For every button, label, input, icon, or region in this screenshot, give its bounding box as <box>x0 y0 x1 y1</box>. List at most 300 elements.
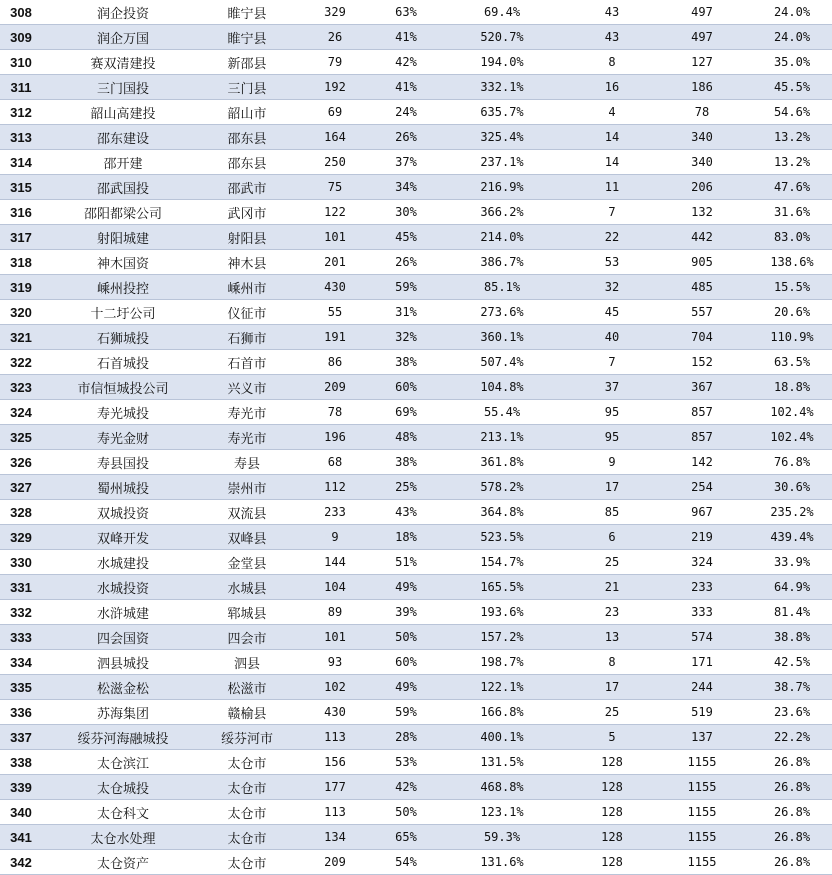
table-row <box>0 400 832 425</box>
pct3-cell: 76.8% <box>752 450 832 475</box>
table-row <box>0 375 832 400</box>
value1-cell: 196 <box>290 425 380 450</box>
company-name-cell: 苏海集团 <box>42 700 204 725</box>
company-name-cell: 润企投资 <box>42 0 204 25</box>
value1-cell: 201 <box>290 250 380 275</box>
value3-cell: 857 <box>652 400 752 425</box>
pct2-cell: 237.1% <box>432 150 572 175</box>
value2-cell: 37 <box>572 375 652 400</box>
rank-cell: 310 <box>0 50 42 75</box>
pct1-cell: 65% <box>380 825 432 850</box>
value3-cell: 142 <box>652 450 752 475</box>
pct2-cell: 104.8% <box>432 375 572 400</box>
table-row <box>0 625 832 650</box>
company-name-cell: 十二圩公司 <box>42 300 204 325</box>
table-row <box>0 425 832 450</box>
value3-cell: 324 <box>652 550 752 575</box>
pct1-cell: 38% <box>380 350 432 375</box>
value1-cell: 329 <box>290 0 380 25</box>
region-cell: 仪征市 <box>204 300 290 325</box>
pct3-cell: 35.0% <box>752 50 832 75</box>
pct3-cell: 38.8% <box>752 625 832 650</box>
table-row <box>0 600 832 625</box>
value2-cell: 14 <box>572 150 652 175</box>
rank-cell: 335 <box>0 675 42 700</box>
pct1-cell: 59% <box>380 700 432 725</box>
pct3-cell: 83.0% <box>752 225 832 250</box>
value1-cell: 430 <box>290 275 380 300</box>
company-name-cell: 射阳城建 <box>42 225 204 250</box>
pct1-cell: 63% <box>380 0 432 25</box>
value1-cell: 156 <box>290 750 380 775</box>
region-cell: 太仓市 <box>204 825 290 850</box>
rank-cell: 330 <box>0 550 42 575</box>
company-name-cell: 寿光城投 <box>42 400 204 425</box>
pct3-cell: 110.9% <box>752 325 832 350</box>
pct3-cell: 439.4% <box>752 525 832 550</box>
company-name-cell: 润企万国 <box>42 25 204 50</box>
pct3-cell: 30.6% <box>752 475 832 500</box>
value3-cell: 1155 <box>652 750 752 775</box>
pct3-cell: 13.2% <box>752 125 832 150</box>
pct1-cell: 37% <box>380 150 432 175</box>
pct3-cell: 13.2% <box>752 150 832 175</box>
company-name-cell: 水城建投 <box>42 550 204 575</box>
rank-cell: 331 <box>0 575 42 600</box>
value3-cell: 132 <box>652 200 752 225</box>
pct3-cell: 47.6% <box>752 175 832 200</box>
value3-cell: 244 <box>652 675 752 700</box>
table-row <box>0 25 832 50</box>
pct1-cell: 59% <box>380 275 432 300</box>
company-name-cell: 蜀州城投 <box>42 475 204 500</box>
value1-cell: 89 <box>290 600 380 625</box>
value1-cell: 430 <box>290 700 380 725</box>
value3-cell: 1155 <box>652 800 752 825</box>
value1-cell: 164 <box>290 125 380 150</box>
region-cell: 嵊州市 <box>204 275 290 300</box>
rank-cell: 339 <box>0 775 42 800</box>
table-row <box>0 275 832 300</box>
pct2-cell: 122.1% <box>432 675 572 700</box>
pct1-cell: 34% <box>380 175 432 200</box>
company-name-cell: 太仓水处理 <box>42 825 204 850</box>
pct2-cell: 166.8% <box>432 700 572 725</box>
rank-cell: 314 <box>0 150 42 175</box>
table-row <box>0 250 832 275</box>
value3-cell: 497 <box>652 25 752 50</box>
pct1-cell: 42% <box>380 50 432 75</box>
rank-cell: 338 <box>0 750 42 775</box>
value1-cell: 209 <box>290 850 380 875</box>
value1-cell: 209 <box>290 375 380 400</box>
value2-cell: 43 <box>572 0 652 25</box>
table-row <box>0 775 832 800</box>
company-name-cell: 邵东建设 <box>42 125 204 150</box>
value3-cell: 333 <box>652 600 752 625</box>
pct2-cell: 154.7% <box>432 550 572 575</box>
value2-cell: 128 <box>572 775 652 800</box>
value3-cell: 233 <box>652 575 752 600</box>
pct1-cell: 38% <box>380 450 432 475</box>
pct2-cell: 386.7% <box>432 250 572 275</box>
value2-cell: 128 <box>572 850 652 875</box>
value1-cell: 191 <box>290 325 380 350</box>
pct1-cell: 18% <box>380 525 432 550</box>
table-row <box>0 125 832 150</box>
rank-cell: 336 <box>0 700 42 725</box>
rank-cell: 340 <box>0 800 42 825</box>
company-name-cell: 市信恒城投公司 <box>42 375 204 400</box>
value1-cell: 93 <box>290 650 380 675</box>
pct1-cell: 53% <box>380 750 432 775</box>
table-row <box>0 475 832 500</box>
pct2-cell: 400.1% <box>432 725 572 750</box>
value1-cell: 144 <box>290 550 380 575</box>
table-row <box>0 575 832 600</box>
pct2-cell: 578.2% <box>432 475 572 500</box>
value2-cell: 16 <box>572 75 652 100</box>
pct1-cell: 49% <box>380 575 432 600</box>
pct3-cell: 26.8% <box>752 775 832 800</box>
value1-cell: 101 <box>290 625 380 650</box>
rank-cell: 309 <box>0 25 42 50</box>
value2-cell: 21 <box>572 575 652 600</box>
value2-cell: 32 <box>572 275 652 300</box>
value3-cell: 219 <box>652 525 752 550</box>
company-name-cell: 嵊州投控 <box>42 275 204 300</box>
value2-cell: 22 <box>572 225 652 250</box>
pct2-cell: 366.2% <box>432 200 572 225</box>
rank-cell: 324 <box>0 400 42 425</box>
rank-cell: 332 <box>0 600 42 625</box>
value2-cell: 85 <box>572 500 652 525</box>
region-cell: 邵东县 <box>204 125 290 150</box>
region-cell: 睢宁县 <box>204 0 290 25</box>
pct3-cell: 24.0% <box>752 0 832 25</box>
value1-cell: 104 <box>290 575 380 600</box>
pct2-cell: 635.7% <box>432 100 572 125</box>
company-name-cell: 双城投资 <box>42 500 204 525</box>
rank-cell: 323 <box>0 375 42 400</box>
pct2-cell: 69.4% <box>432 0 572 25</box>
rank-cell: 320 <box>0 300 42 325</box>
value2-cell: 45 <box>572 300 652 325</box>
value2-cell: 17 <box>572 475 652 500</box>
pct1-cell: 51% <box>380 550 432 575</box>
region-cell: 邵武市 <box>204 175 290 200</box>
value3-cell: 442 <box>652 225 752 250</box>
table-row <box>0 825 832 850</box>
pct2-cell: 157.2% <box>432 625 572 650</box>
table-row <box>0 750 832 775</box>
rank-cell: 342 <box>0 850 42 875</box>
company-name-cell: 水浒城建 <box>42 600 204 625</box>
value2-cell: 128 <box>572 825 652 850</box>
table-row <box>0 650 832 675</box>
value1-cell: 233 <box>290 500 380 525</box>
region-cell: 射阳县 <box>204 225 290 250</box>
company-name-cell: 太仓滨江 <box>42 750 204 775</box>
pct3-cell: 20.6% <box>752 300 832 325</box>
region-cell: 水城县 <box>204 575 290 600</box>
company-name-cell: 太仓资产 <box>42 850 204 875</box>
pct2-cell: 360.1% <box>432 325 572 350</box>
pct1-cell: 28% <box>380 725 432 750</box>
pct3-cell: 63.5% <box>752 350 832 375</box>
value3-cell: 1155 <box>652 825 752 850</box>
table-row <box>0 350 832 375</box>
pct3-cell: 54.6% <box>752 100 832 125</box>
pct3-cell: 38.7% <box>752 675 832 700</box>
value1-cell: 75 <box>290 175 380 200</box>
value1-cell: 79 <box>290 50 380 75</box>
pct2-cell: 55.4% <box>432 400 572 425</box>
rank-cell: 333 <box>0 625 42 650</box>
pct3-cell: 31.6% <box>752 200 832 225</box>
value2-cell: 17 <box>572 675 652 700</box>
pct2-cell: 213.1% <box>432 425 572 450</box>
table-row <box>0 175 832 200</box>
rank-cell: 318 <box>0 250 42 275</box>
table-row <box>0 675 832 700</box>
table-row <box>0 200 832 225</box>
region-cell: 松滋市 <box>204 675 290 700</box>
table-row <box>0 850 832 875</box>
pct2-cell: 165.5% <box>432 575 572 600</box>
value2-cell: 53 <box>572 250 652 275</box>
pct1-cell: 45% <box>380 225 432 250</box>
value2-cell: 7 <box>572 200 652 225</box>
pct1-cell: 60% <box>380 650 432 675</box>
rank-cell: 334 <box>0 650 42 675</box>
value3-cell: 1155 <box>652 850 752 875</box>
pct3-cell: 42.5% <box>752 650 832 675</box>
pct1-cell: 26% <box>380 250 432 275</box>
value1-cell: 192 <box>290 75 380 100</box>
region-cell: 寿县 <box>204 450 290 475</box>
pct3-cell: 23.6% <box>752 700 832 725</box>
pct2-cell: 123.1% <box>432 800 572 825</box>
value3-cell: 905 <box>652 250 752 275</box>
value1-cell: 9 <box>290 525 380 550</box>
value1-cell: 55 <box>290 300 380 325</box>
region-cell: 太仓市 <box>204 800 290 825</box>
value3-cell: 967 <box>652 500 752 525</box>
company-name-cell: 双峰开发 <box>42 525 204 550</box>
pct1-cell: 30% <box>380 200 432 225</box>
table-row <box>0 50 832 75</box>
value2-cell: 23 <box>572 600 652 625</box>
region-cell: 太仓市 <box>204 775 290 800</box>
company-name-cell: 石狮城投 <box>42 325 204 350</box>
pct1-cell: 26% <box>380 125 432 150</box>
pct2-cell: 85.1% <box>432 275 572 300</box>
company-name-cell: 石首城投 <box>42 350 204 375</box>
region-cell: 泗县 <box>204 650 290 675</box>
company-name-cell: 赛双清建投 <box>42 50 204 75</box>
value2-cell: 5 <box>572 725 652 750</box>
pct2-cell: 520.7% <box>432 25 572 50</box>
pct1-cell: 49% <box>380 675 432 700</box>
pct3-cell: 24.0% <box>752 25 832 50</box>
pct2-cell: 216.9% <box>432 175 572 200</box>
value3-cell: 340 <box>652 150 752 175</box>
rank-cell: 341 <box>0 825 42 850</box>
value1-cell: 69 <box>290 100 380 125</box>
pct2-cell: 361.8% <box>432 450 572 475</box>
value1-cell: 26 <box>290 25 380 50</box>
pct3-cell: 102.4% <box>752 425 832 450</box>
value1-cell: 122 <box>290 200 380 225</box>
pct3-cell: 26.8% <box>752 750 832 775</box>
value3-cell: 367 <box>652 375 752 400</box>
value2-cell: 128 <box>572 750 652 775</box>
company-name-cell: 松滋金松 <box>42 675 204 700</box>
pct3-cell: 138.6% <box>752 250 832 275</box>
value1-cell: 250 <box>290 150 380 175</box>
value2-cell: 4 <box>572 100 652 125</box>
value1-cell: 134 <box>290 825 380 850</box>
table-row <box>0 150 832 175</box>
value1-cell: 86 <box>290 350 380 375</box>
table-row <box>0 700 832 725</box>
pct1-cell: 50% <box>380 625 432 650</box>
rank-cell: 325 <box>0 425 42 450</box>
region-cell: 赣榆县 <box>204 700 290 725</box>
pct1-cell: 43% <box>380 500 432 525</box>
value1-cell: 112 <box>290 475 380 500</box>
pct2-cell: 273.6% <box>432 300 572 325</box>
value3-cell: 186 <box>652 75 752 100</box>
table-row <box>0 800 832 825</box>
value2-cell: 13 <box>572 625 652 650</box>
table-row <box>0 525 832 550</box>
value2-cell: 11 <box>572 175 652 200</box>
value3-cell: 254 <box>652 475 752 500</box>
pct3-cell: 102.4% <box>752 400 832 425</box>
pct3-cell: 64.9% <box>752 575 832 600</box>
value2-cell: 8 <box>572 650 652 675</box>
region-cell: 寿光市 <box>204 425 290 450</box>
rank-cell: 326 <box>0 450 42 475</box>
value1-cell: 78 <box>290 400 380 425</box>
pct1-cell: 32% <box>380 325 432 350</box>
value3-cell: 171 <box>652 650 752 675</box>
region-cell: 四会市 <box>204 625 290 650</box>
value1-cell: 68 <box>290 450 380 475</box>
rank-cell: 316 <box>0 200 42 225</box>
region-cell: 武冈市 <box>204 200 290 225</box>
value2-cell: 6 <box>572 525 652 550</box>
company-name-cell: 绥芬河海融城投 <box>42 725 204 750</box>
pct2-cell: 59.3% <box>432 825 572 850</box>
region-cell: 新邵县 <box>204 50 290 75</box>
pct2-cell: 523.5% <box>432 525 572 550</box>
pct3-cell: 45.5% <box>752 75 832 100</box>
pct2-cell: 468.8% <box>432 775 572 800</box>
region-cell: 太仓市 <box>204 750 290 775</box>
value2-cell: 128 <box>572 800 652 825</box>
value2-cell: 95 <box>572 400 652 425</box>
table-row <box>0 225 832 250</box>
pct1-cell: 60% <box>380 375 432 400</box>
value3-cell: 340 <box>652 125 752 150</box>
pct2-cell: 194.0% <box>432 50 572 75</box>
pct2-cell: 364.8% <box>432 500 572 525</box>
value3-cell: 127 <box>652 50 752 75</box>
region-cell: 邵东县 <box>204 150 290 175</box>
value2-cell: 43 <box>572 25 652 50</box>
value1-cell: 113 <box>290 725 380 750</box>
company-name-cell: 寿县国投 <box>42 450 204 475</box>
value1-cell: 177 <box>290 775 380 800</box>
table-row <box>0 75 832 100</box>
value2-cell: 9 <box>572 450 652 475</box>
pct1-cell: 25% <box>380 475 432 500</box>
value3-cell: 557 <box>652 300 752 325</box>
region-cell: 三门县 <box>204 75 290 100</box>
pct3-cell: 22.2% <box>752 725 832 750</box>
value3-cell: 497 <box>652 0 752 25</box>
pct3-cell: 26.8% <box>752 850 832 875</box>
rank-cell: 329 <box>0 525 42 550</box>
table-row <box>0 450 832 475</box>
table-row <box>0 725 832 750</box>
table-row <box>0 100 832 125</box>
company-name-cell: 水城投资 <box>42 575 204 600</box>
pct1-cell: 50% <box>380 800 432 825</box>
value2-cell: 40 <box>572 325 652 350</box>
rank-cell: 315 <box>0 175 42 200</box>
rank-cell: 327 <box>0 475 42 500</box>
value2-cell: 95 <box>572 425 652 450</box>
company-name-cell: 泗县城投 <box>42 650 204 675</box>
company-name-cell: 三门国投 <box>42 75 204 100</box>
pct3-cell: 26.8% <box>752 800 832 825</box>
region-cell: 崇州市 <box>204 475 290 500</box>
pct2-cell: 214.0% <box>432 225 572 250</box>
rank-cell: 311 <box>0 75 42 100</box>
value3-cell: 78 <box>652 100 752 125</box>
region-cell: 韶山市 <box>204 100 290 125</box>
value3-cell: 857 <box>652 425 752 450</box>
value1-cell: 101 <box>290 225 380 250</box>
rank-cell: 312 <box>0 100 42 125</box>
company-name-cell: 四会国资 <box>42 625 204 650</box>
region-cell: 双流县 <box>204 500 290 525</box>
rank-cell: 337 <box>0 725 42 750</box>
pct1-cell: 41% <box>380 75 432 100</box>
table-row <box>0 550 832 575</box>
pct3-cell: 235.2% <box>752 500 832 525</box>
pct2-cell: 131.5% <box>432 750 572 775</box>
region-cell: 兴义市 <box>204 375 290 400</box>
value3-cell: 1155 <box>652 775 752 800</box>
rank-cell: 328 <box>0 500 42 525</box>
region-cell: 太仓市 <box>204 850 290 875</box>
value2-cell: 7 <box>572 350 652 375</box>
company-name-cell: 韶山高建投 <box>42 100 204 125</box>
rank-cell: 319 <box>0 275 42 300</box>
pct2-cell: 131.6% <box>432 850 572 875</box>
pct3-cell: 33.9% <box>752 550 832 575</box>
rank-cell: 308 <box>0 0 42 25</box>
pct1-cell: 48% <box>380 425 432 450</box>
value2-cell: 25 <box>572 700 652 725</box>
table-row <box>0 300 832 325</box>
company-name-cell: 神木国资 <box>42 250 204 275</box>
